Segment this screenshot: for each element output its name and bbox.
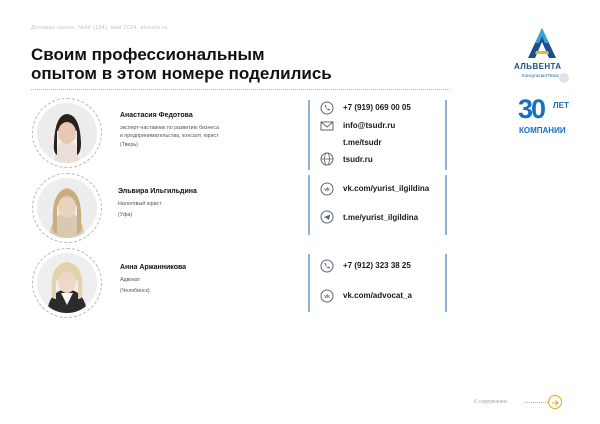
vk-icon [320,182,334,196]
phone-icon [320,259,334,273]
contact-line-1-left [308,100,310,170]
contact-line-2-left [308,175,310,235]
issue-line: Деловая газета. №44 (134), май 2024. alventa.ru [31,25,168,31]
anniversary-number: 30 [518,94,545,124]
contact-line-2-right [445,175,447,235]
page-title [31,45,332,83]
svg-text:vk: vk [324,294,330,300]
email-link-fedotova[interactable]: info@tsudr.ru [343,121,396,130]
phone-icon [320,101,334,115]
person-name-ilgildina: Эльвира Ильгильдина [118,188,197,195]
phone-link-arzhannikova[interactable]: +7 (912) 323 38 25 [343,261,411,270]
contact-line-3-left [308,254,310,312]
partner-logo-icon [559,73,569,83]
phone-link-fedotova[interactable]: +7 (919) 069 00 05 [343,103,411,112]
person-role-fedotova: эксперт-наставник по развитию бизнеса и предпринимательства, консалт, юрист (Тверь) [120,125,219,148]
title-line-1: Своим профессиональным [31,45,265,64]
contact-line-1-right [445,100,447,170]
person-role-ilgildina: Налоговый юрист (Уфа) [118,201,162,218]
partner-name: КонсультантПлюс [522,73,560,78]
vk-link-arzhannikova[interactable]: vk.com/advocat_a [343,291,412,300]
person-name-arzhannikova: Анна Аржанникова [120,264,187,271]
toc-arrow-button[interactable] [548,395,562,409]
telegram-link-ilgildina[interactable]: t.me/yurist_ilgildina [343,213,419,222]
arrow-right-icon [549,397,561,409]
toc-dotted-line [525,402,548,403]
vk-link-ilgildina[interactable]: vk.com/yurist_ilgildina [343,184,430,193]
globe-icon [320,152,334,166]
avatar-ilgildina [32,173,102,243]
toc-link[interactable]: К содержанию [474,399,508,405]
mail-icon [320,119,334,133]
anniversary-suffix: ЛЕТ [553,101,569,110]
brand-name: АЛЬВЕНТА [514,62,562,71]
telegram-link-fedotova[interactable]: t.me/tsudr [343,138,382,147]
anniversary-company: КОМПАНИИ [519,126,566,135]
contact-line-3-right [445,254,447,312]
telegram-icon [320,210,334,224]
avatar-fedotova [32,98,102,168]
dotted-divider [31,89,450,90]
person-role-arzhannikova: Адвокат (Челябинск) [120,277,150,294]
svg-text:vk: vk [324,187,330,193]
person-name-fedotova: Анастасия Федотова [120,112,193,119]
vk-icon [320,289,334,303]
alventa-logo-icon [527,27,557,64]
title-line-2: опытом в этом номере поделились [31,64,332,83]
avatar-arzhannikova [32,248,102,318]
site-link-fedotova[interactable]: tsudr.ru [343,155,373,164]
